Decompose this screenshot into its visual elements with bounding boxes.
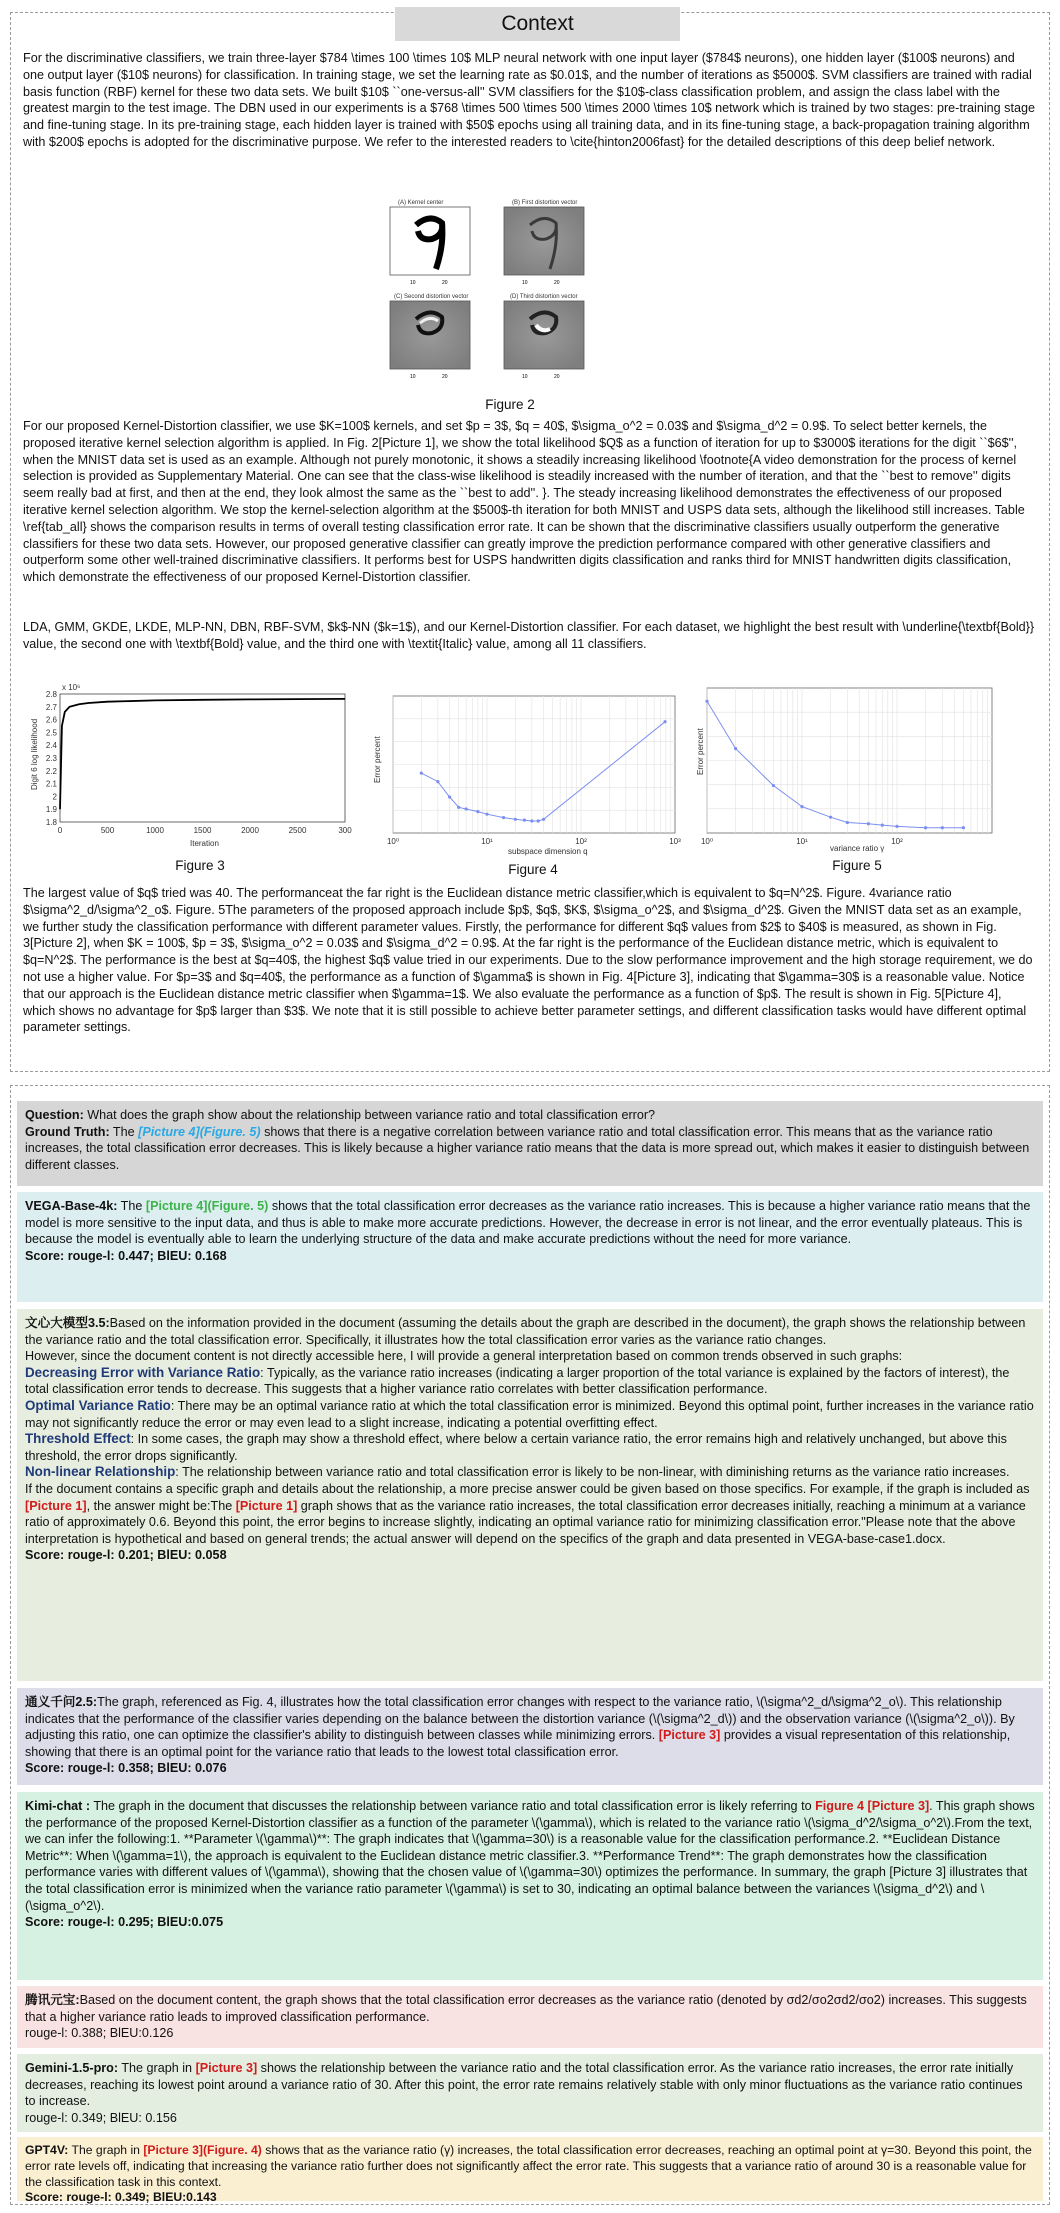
- context-paragraph-3: The largest value of $q$ tried was 40. The performanceat the far right is the Euclidean distance metric classifier,which is equivalent to $q=N^2$. Figure. 4variance ratio $\sigma^2_d/\sigma^2_o$. Figure. 5The parameters of the proposed approach include $p$, $q$, $K$, $\sigma_o^2$, and $\sigma_d^2$. Given the MNIST data set as an example, we further study the classification performance with different parameter values. Firstly, the performance for different $q$ values from $2$ to $40$ is measured, as shown in Fig. 3[Picture 2], when $K = 100$, $p = 3$, $\sigma_o^2 = 0.03$ and $\sigma_d^2 = 0.9$. At the far right is the performance of the Euclidean distance metric, which is equivalent to $q=N^2$. The performance is the best at $q=40$, the highest $q$ value tried in our experiments. Due to the slow performance improvement and the high storage requirement, we do not use a higher value. For $p=3$ and $q=40$, the performance as a function of $\gamma$ is shown in Fig. 4[Picture 3], indicating that $\gamma=30$ is a reasonable value. Notice that our approach is the Euclidean distance metric classifier when $\gamma=1$. We also evaluate the performance as a function of $p$. The result is shown in Fig. 5[Picture 4], which shows no advantage for $p$ larger than $3$. We note that it is still possible to achieve better parameter settings, and different classification tasks would have different optimal parameter settings.: [23, 886, 1033, 1035]
- answer-text: Based on the document content, the graph shows that the total classification error decreases as the variance ratio (denoted by σd2/σo2σd2/σo2) increases. This suggests that a higher variance ratio leads to improved classification performance.: [25, 1993, 1027, 2024]
- xtick-label: 10¹: [796, 837, 808, 846]
- model-name: 通义千问2.5:: [25, 1695, 98, 1709]
- data-point: [537, 819, 540, 822]
- answer-text: The graph in the document that discusses the relationship between variance ratio and total classification error is likely referring to: [90, 1799, 816, 1813]
- bullet-text: : There may be an optimal variance ratio at which the total classification error is minimized. Beyond this optimal point, further increases in the variance ratio may not significantly reduce the error or may even lead to a slight increase, indicating a potential overfitting effect.: [25, 1398, 1034, 1430]
- fig3-xtick-label: 300: [338, 826, 352, 835]
- fig2-tick: 20: [554, 374, 560, 380]
- data-point: [800, 805, 803, 808]
- fig3-ytick-label: 2.5: [45, 728, 57, 738]
- model-name: GPT4V:: [25, 2143, 69, 2157]
- fig3-ytick-label: 2.4: [45, 741, 57, 751]
- fig5-ylabel: Error percent: [696, 728, 705, 775]
- data-point: [705, 700, 708, 703]
- answer-ref: Figure 4 [Picture 3]: [815, 1799, 930, 1813]
- data-point: [476, 810, 479, 813]
- fig3-ytick-label: 2.7: [45, 702, 57, 712]
- fig2-tick: 10: [522, 280, 528, 286]
- fig2-panel-c-label: (C) Second distortion vector: [394, 294, 469, 300]
- answer-text: , the answer might be:The: [86, 1498, 236, 1513]
- answer-text: The graph in: [118, 2061, 196, 2075]
- fig2-panel-d-label: (D) Third distortion vector: [510, 294, 578, 300]
- data-point: [867, 822, 870, 825]
- answer-text: The graph in: [68, 2143, 144, 2157]
- answer-ref: [Picture 3]: [195, 2061, 258, 2075]
- figure-2-image: [370, 195, 610, 390]
- answer-wenxin: [17, 1309, 1043, 1681]
- fig3-xtick-label: 2000: [241, 826, 259, 835]
- fig2-tick: 10: [410, 280, 416, 286]
- data-point: [941, 826, 944, 829]
- fig2-panel-b-label: (B) First distortion vector: [512, 200, 578, 206]
- fig2-tick: 20: [554, 280, 560, 286]
- bullet-title: Threshold Effect: [25, 1431, 131, 1447]
- answer-gpt4v: [17, 2137, 1043, 2205]
- answer-vega: [17, 1192, 1043, 1302]
- data-point: [846, 821, 849, 824]
- answer-text: The: [117, 1199, 146, 1213]
- bullet-title: Optimal Variance Ratio: [25, 1397, 171, 1413]
- fig3-xlabel: Iteration: [190, 839, 219, 848]
- fig3-exponent: x 10⁶: [62, 683, 81, 692]
- bullet-text: : The relationship between variance ratio and total classification error is likely to be non-linear, with diminishing returns as the variance ratio increases.: [175, 1465, 1010, 1480]
- data-point: [734, 747, 737, 750]
- answer-score: Score: rouge-l: 0.295; BlEU:0.075: [25, 1915, 224, 1930]
- bullet-text: : In some cases, the graph may show a threshold effect, where below a certain variance ratio, the error remains high and relatively unchanged, but above this threshold, the error drops significantly.: [25, 1432, 1007, 1463]
- answer-text-rest: shows the relationship between the variance ratio and the total classification error. As the variance ratio increases, the error rate initially decreases, reaching its lowest point around a variance ratio of 30. After this point, the error rate remains relatively stable with only minor fluctuations as the variance ratio continues to increase.: [25, 2061, 1023, 2109]
- xtick-label: 10²: [891, 837, 903, 846]
- data-point: [523, 819, 526, 822]
- answer-kimi: [17, 1792, 1043, 1980]
- fig3-ylabel: Digit 6 log likelihood: [30, 718, 39, 790]
- data-point: [448, 795, 451, 798]
- model-name: Kimi-chat :: [25, 1799, 91, 1813]
- data-point: [457, 806, 460, 809]
- fig4-xlabel: subspace dimension q: [508, 847, 588, 856]
- figure-2-caption: Figure 2: [485, 397, 535, 412]
- data-point: [895, 825, 898, 828]
- fig3-xtick-label: 0: [57, 826, 63, 835]
- figure-4-caption: Figure 4: [508, 862, 558, 877]
- answer-score: Score: rouge-l: 0.358; BlEU: 0.076: [25, 1761, 227, 1776]
- answer-text: graph shows that as the variance ratio increases, the total classification error decreases initially, reaching a minimum at a variance ratio of approximately 0.6. Beyond this point, the error begins to increase slightly, indicating an optimal variance ratio for minimizing classification error."Please note that the above interpretation is hypothetical and based on general trends; the actual answer will depend on the specifics of the graph and data presented in VEGA-base-case1.docx.: [25, 1498, 1026, 1546]
- fig3-xtick-label: 1000: [146, 826, 164, 835]
- fig3-ytick-label: 2.1: [45, 779, 57, 789]
- answer-text-rest: shows that as the variance ratio (γ) increases, the total classification error decreases, reaching an optimal point at γ=30. Beyond this point, the error rate levels off, indicating that increasing the variance ratio further does not significantly affect the error rate. This suggests that a variance ratio of around 30 is a reasonable value for the classification task in this context.: [25, 2143, 1032, 2189]
- ground-truth-label: Ground Truth:: [25, 1124, 110, 1139]
- data-point: [502, 816, 505, 819]
- figure-4-chart: [368, 688, 688, 858]
- fig2-panel-a-label: (A) Kernel center: [398, 200, 444, 206]
- answer-score: Score: rouge-l: 0.201; BlEU: 0.058: [25, 1548, 227, 1563]
- xtick-label: 10²: [575, 837, 587, 846]
- answer-text-rest: . This graph shows the performance of the proposed Kernel-Distortion classifier as a function of the parameter \(\gamma\), which is related to the variance ratio \(\sigma_d^2/\sigma_o^2\).From the text, we can infer the following:1. **Parameter \(\gamma\)**: The graph indicates that \(\gamma=30\) is a reasonable value for the classification performance.2. **Euclidean Distance Metric**: When \(\gamma=1\), the approach is equivalent to the Euclidean distance metric classifier.3. **Performance Trend**: The graph demonstrates how the classification performance varies with different values of \(\gamma\), showing that the chosen value of \(\gamma=30\) optimizes the performance. In summary, the graph [Picture 3] illustrates that the total classification error is minimized when the variance ratio parameter \(\gamma\) is set to 30, indicating an optimal balance between the variances \(\sigma_d^2\) and \(\sigma_o^2\).: [25, 1799, 1035, 1913]
- data-point: [663, 720, 666, 723]
- model-name: VEGA-Base-4k:: [25, 1199, 118, 1213]
- answer-score: rouge-l: 0.388; BlEU:0.126: [25, 2026, 174, 2041]
- xtick-label: 10⁰: [700, 837, 714, 846]
- xtick-label: 10³: [669, 837, 681, 846]
- answer-intro: Based on the information provided in the document (assuming the details about the graph are described in the document), the graph shows the relationship between the variance ratio and the total classification error. Specifically, it illustrates how the total classification error varies as the variance ratio changes.: [25, 1316, 1026, 1347]
- bullet-title: Decreasing Error with Variance Ratio: [25, 1364, 261, 1380]
- xtick-label: 10¹: [481, 837, 493, 846]
- data-point: [829, 816, 832, 819]
- question-groundtruth-block: [17, 1101, 1043, 1186]
- fig3-ytick-label: 2.8: [45, 690, 57, 699]
- data-point: [514, 818, 517, 821]
- fig3-ytick-label: 2: [52, 792, 57, 802]
- fig4-ylabel: Error percent: [373, 736, 382, 783]
- data-point: [485, 813, 488, 816]
- fig2-tick: 20: [442, 280, 448, 286]
- model-name: 腾讯元宝:: [25, 1993, 80, 2007]
- context-paragraph-1: For the discriminative classifiers, we train three-layer $784 \times 100 \times 10$ MLP neural network with one input layer ($784$ neurons), one hidden layer ($100$ neurons) and one output layer ($10$ neurons) for classification. In training stage, we set the learning rate as $0.01$, and the number of iterations as $5000$. SVM classifiers are trained with radial basis function (RBF) kernel for these two data sets. We built $10$ ``one-versus-all'' SVM classifiers for the $10$-class classification problem, and assign the class label with the greatest margin to the test image. The DBN used in our experiments is a $768 \times 500 \times 500 \times 2000 \times 10$ network which is trained by two stages: pre-training stage and fine-tuning stage. In its pre-training stage, each hidden layer is trained with $50$ epochs using all training data, and in its fine-tuning stage, a back-propagation training algorithm with $200$ epochs is adopted for the discriminative purpose. We refer to the interested readers to \cite{hinton2006fast} for the detailed descriptions of this deep belief network.: [23, 51, 1035, 149]
- answer-score: Score: rouge-l: 0.349; BlEU:0.143: [25, 2190, 217, 2205]
- ground-truth-text-rest: shows that there is a negative correlation between variance ratio and total classification error. This means that as the variance ratio increases, the total classification error decreases. This is likely because a higher variance ratio means that the data is more spread out, which makes it easier to distinguish between different classes.: [25, 1124, 1030, 1172]
- answer-ref: [Picture 3](Figure. 4): [143, 2143, 262, 2157]
- answer-intro-2: However, since the document content is not directly accessible here, I will provide a general interpretation based on common trends observed in such graphs:: [25, 1349, 903, 1364]
- answer-ref: [Picture 4](Figure. 5): [145, 1199, 269, 1213]
- answer-text-rest: provides a visual representation of this relationship, showing that there is an optimal point for the variance ratio that leads to the lowest total classification error.: [25, 1728, 1011, 1759]
- data-point: [465, 807, 468, 810]
- question-text: What does the graph show about the relationship between variance ratio and total classification error?: [87, 1108, 656, 1122]
- xtick-label: 10⁰: [386, 837, 400, 846]
- figure-5-chart: [695, 680, 1005, 855]
- fig3-ytick-label: 2.3: [45, 754, 57, 763]
- data-point: [772, 784, 775, 787]
- bullet-title: Non-linear Relationship: [25, 1464, 176, 1480]
- context-paragraph-2: For our proposed Kernel-Distortion classifier, we use $K=100$ kernels, and set $p = 3$, $q = 40$, $\sigma_o^2 = 0.03$ and $\sigma_d^2 = 0.9$. To select better kernels, the proposed iterative kernel selection algorithm is applied. In Fig. 2[Picture 1], we show the total likelihood $Q$ as a function of iteration for up to $3000$ iterations for the digit ``$6$'', when the MNIST data set is used as an example. Although not purely monotonic, it shows a steadily increasing likelihood \footnote{A video demonstration for the process of kernel selection is provided as Supplementary Material. One can see that the class-wise likelihood is steadily increased with the number of iteration, and that the ``best to remove'' digits seem really bad at first, and then at the end, they look almost the same as the ``best to add''. }. The steady increasing likelihood demonstrates the effectiveness of our proposed iterative kernel selection algorithm. We stop the kernel-selection algorithm at the $500$-th iteration for both MNIST and USPS data sets, although the likelihood still increases. Table \ref{tab_all} shows the comparison results in terms of overall testing classification error rate. It can be shown that the discriminative classifiers usually outperform the generative classifiers for these two data sets. However, our proposed generative classifier can greatly improve the prediction performance compared with other generative classifiers and outperform some other well-trained discriminative classifiers. It performs best for USPS handwritten digits classification and ranks third for MNIST handwritten digits classification, which demonstrate the effectiveness of our proposed Kernel-Distortion classifier.: [23, 419, 1025, 585]
- fig3-ytick-label: 1.9: [45, 805, 57, 815]
- data-point: [436, 780, 439, 783]
- data-point: [420, 771, 423, 774]
- ground-truth-ref: [Picture 4](Figure. 5): [138, 1124, 261, 1139]
- fig2-tick: 10: [410, 374, 416, 380]
- model-name: 文心大模型3.5:: [25, 1316, 110, 1330]
- fig5-xlabel: variance ratio γ: [830, 844, 885, 853]
- data-point: [530, 819, 533, 822]
- answer-text-rest: shows that the total classification error decreases as the variance ratio increases. This is because a higher variance ratio means that the model is more sensitive to the input data, and thus is able to make more accurate predictions. However, the decrease in error is not linear, and the error eventually plateaus. This is because the model is eventually able to learn the underlying structure of the data and make accurate predictions without the need for more variance.: [25, 1199, 1031, 1247]
- model-name: Gemini-1.5-pro:: [25, 2061, 119, 2075]
- answer-tongyi: [17, 1688, 1043, 1785]
- fig3-xtick-label: 2500: [288, 826, 307, 835]
- bullet-text: : Typically, as the variance ratio increases (indicating a larger proportion of the total variance is explained by the factors of interest), the total classification error tends to decrease. This suggests that a higher variance ratio correlates with better classification performance.: [25, 1365, 1010, 1397]
- ground-truth-text: The: [112, 1124, 139, 1139]
- fig3-ytick-label: 2.2: [45, 766, 57, 776]
- answer-score: rouge-l: 0.349; BlEU: 0.156: [25, 2110, 177, 2125]
- answer-ref: [Picture 3]: [658, 1728, 721, 1743]
- figure-5-caption: Figure 5: [832, 858, 882, 873]
- answer-text: The graph, referenced as Fig. 4, illustrates how the total classification error changes with respect to the variance ratio, \(\sigma^2_d/\sigma^2_o\). This relationship indicates that the performance of the classifier varies depending on the balance between the distortion variance (\(\sigma^2_d\)) and the observation variance (\(\sigma^2_o\)). By adjusting this ratio, one can optimize the classifier's ability to distinguish between classes while minimizing errors.: [25, 1695, 1015, 1743]
- data-point: [542, 818, 545, 821]
- fig3-xtick-label: 1500: [193, 826, 212, 835]
- context-title: Context: [395, 7, 680, 41]
- fig2-tick: 20: [442, 374, 448, 380]
- fig2-tick: 10: [522, 374, 528, 380]
- question-label: Question:: [25, 1108, 84, 1122]
- fig3-xtick-label: 500: [100, 826, 115, 835]
- figure-3-chart: [25, 680, 355, 850]
- data-point: [924, 826, 927, 829]
- answer-text: If the document contains a specific graph and details about the relationship, a more precise answer could be given based on those specifics. For example, if the graph is included as: [25, 1481, 1030, 1496]
- data-point: [962, 826, 965, 829]
- context-paragraph-2b: LDA, GMM, GKDE, LKDE, MLP-NN, DBN, RBF-SVM, $k$-NN ($k=1$), and our Kernel-Distortion classifier. For each dataset, we highlight the best result with \underline{\textbf{Bold}} value, the second one with \textbf{Bold} value, and the third one with \textit{Italic} value, among all 11 classifiers.: [23, 620, 1035, 651]
- answer-score: Score: rouge-l: 0.447; BlEU: 0.168: [25, 1248, 227, 1263]
- data-point: [881, 823, 884, 826]
- figure-3-caption: Figure 3: [175, 858, 225, 873]
- fig3-plot-area: [60, 694, 345, 822]
- answer-tencent: [17, 1986, 1043, 2048]
- fig3-ytick-label: 2.6: [45, 715, 57, 725]
- answer-ref: [Picture 1]: [235, 1498, 298, 1513]
- answer-gemini: [17, 2054, 1043, 2132]
- fig3-ytick-label: 1.8: [45, 818, 57, 827]
- answer-ref: [Picture 1]: [25, 1498, 87, 1513]
